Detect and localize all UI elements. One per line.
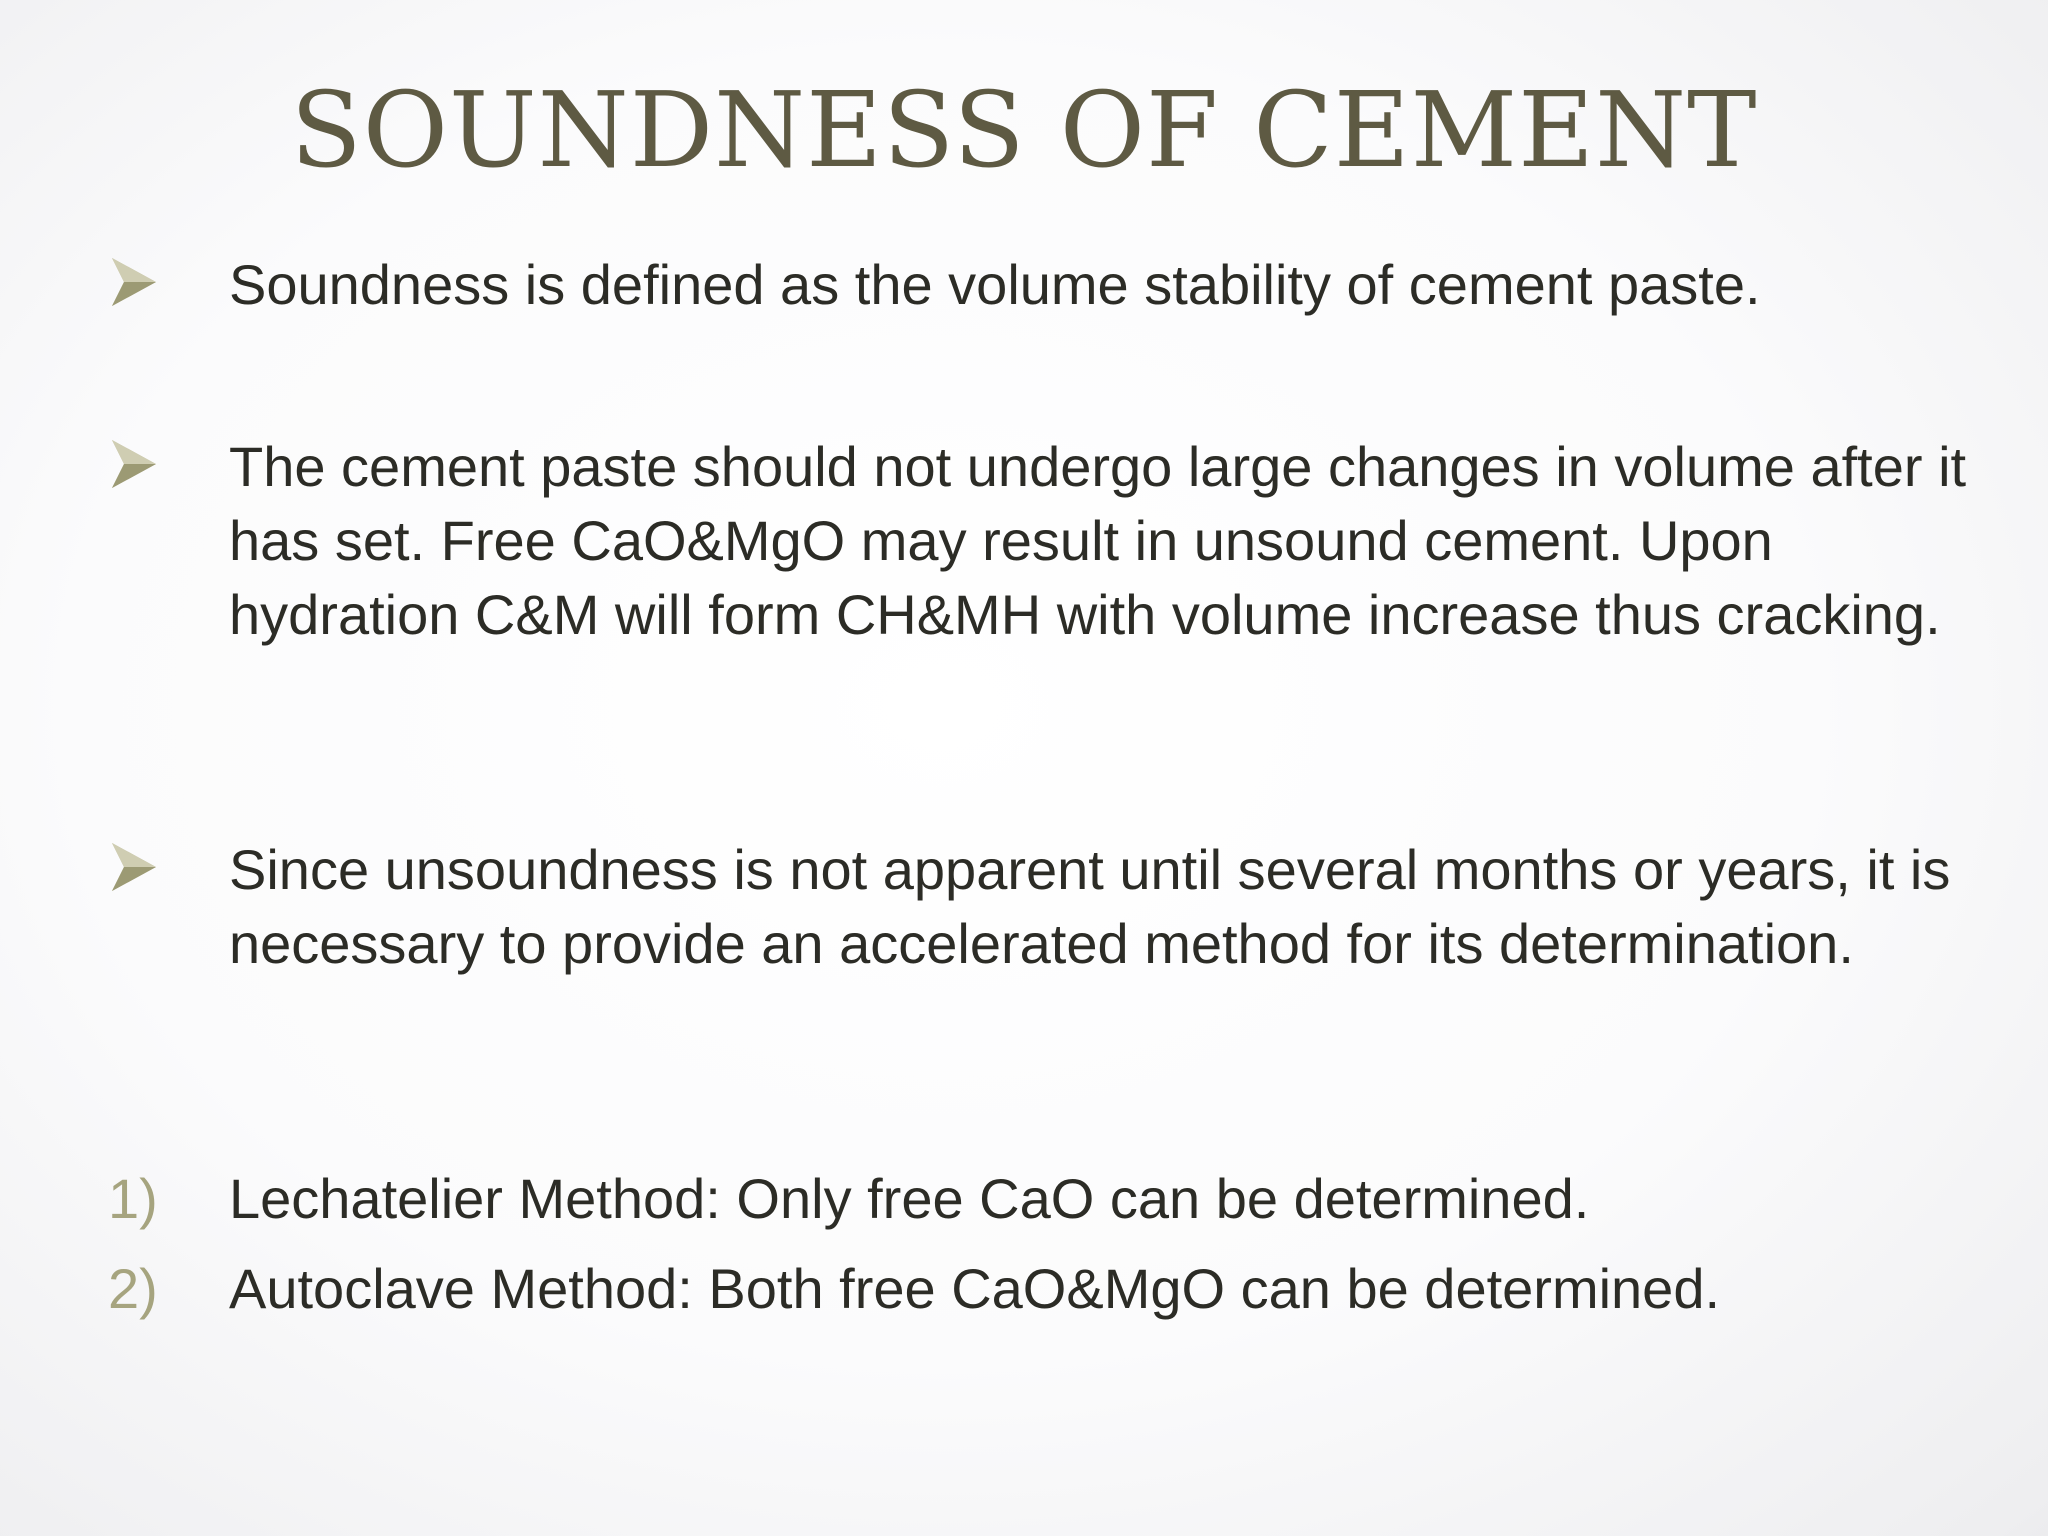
arrowhead-bullet-icon [108,841,168,897]
slide-title: SOUNDNESS OF CEMENT [290,69,1758,191]
bullet-text: Since unsoundness is not apparent until several months or years, it is necessary to provide an accelerated method for its determination. [229,838,1951,975]
arrowhead-bullet-icon [108,256,168,312]
arrowhead-bullet-icon [108,438,168,494]
bullet-text: Soundness is defined as the volume stability of cement paste. [229,253,1761,316]
bullet-text: The cement paste should not undergo large changes in volume after it has set. Free CaO&MgO may result in unsound cement. Upon hydration C&M will form CH&MH with volume increase thus cracking. [229,435,1967,646]
numbered-text: Autoclave Method: Both free CaO&MgO can be determined. [229,1257,1721,1320]
item-number: 1) [108,1167,158,1230]
numbered-text: Lechatelier Method: Only free CaO can be determined. [229,1167,1590,1230]
item-number: 2) [108,1257,158,1320]
